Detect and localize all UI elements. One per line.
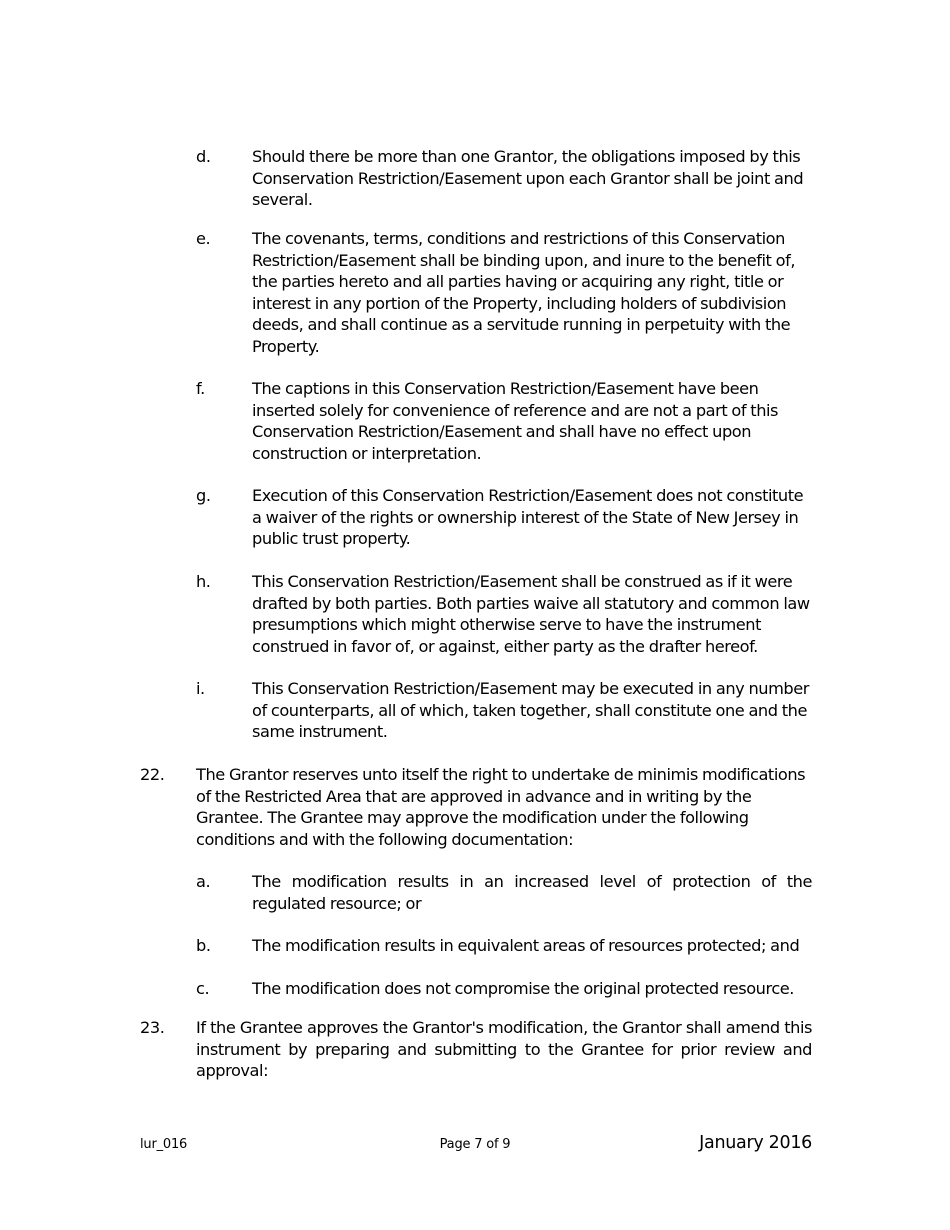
clause-marker: h. — [196, 572, 211, 591]
clause-marker: i. — [196, 679, 205, 698]
footer-form-id: lur_016 — [140, 1137, 188, 1152]
condition-text: The modification does not compromise the original protected resource. — [252, 979, 794, 998]
paragraph-number: 23. — [140, 1018, 165, 1037]
condition-text: The modification results in equivalent areas of resources protected; and — [252, 936, 800, 955]
condition-text: The modification results in an increased level of protection of the regulated resource; or — [252, 872, 812, 913]
footer-date: January 2016 — [699, 1133, 812, 1153]
clause-text: Should there be more than one Grantor, the obligations imposed by this Conservation Restriction/Easement upon each Grantor shall be joint and several. — [252, 147, 804, 209]
clause-text: The covenants, terms, conditions and restrictions of this Conservation Restriction/Easement shall be binding upon, and inure to the benefit of, the parties hereto and all parties having or acquiring any right, title or interest in any portion of the Property, including holders of subdivision deeds, and shall continue as a servitude running in perpetuity with the Property. — [252, 229, 796, 356]
clause-text: This Conservation Restriction/Easement shall be construed as if it were drafted by both parties. Both parties waive all statutory and common law presumptions which might otherwise serve to have the instrument construed in favor of, or against, either party as the drafter hereof. — [252, 572, 810, 656]
paragraph-text: The Grantor reserves unto itself the right to undertake de minimis modifications of the Restricted Area that are approved in advance and in writing by the Grantee. The Grantee may approve the modification under the following conditions and with the following documentation: — [196, 765, 806, 849]
condition-marker: a. — [196, 872, 211, 891]
footer-page-number: Page 7 of 9 — [439, 1137, 511, 1152]
paragraph-text: If the Grantee approves the Grantor's modification, the Grantor shall amend this instrument by preparing and submitting to the Grantee for prior review and approval: — [196, 1018, 812, 1080]
clause-marker: f. — [196, 379, 205, 398]
condition-marker: c. — [196, 979, 210, 998]
clause-marker: d. — [196, 147, 211, 166]
clause-text: This Conservation Restriction/Easement may be executed in any number of counterparts, all of which, taken together, shall constitute one and the same instrument. — [252, 679, 809, 741]
condition-marker: b. — [196, 936, 211, 955]
clause-marker: e. — [196, 229, 211, 248]
clause-text: Execution of this Conservation Restriction/Easement does not constitute a waiver of the rights or ownership interest of the State of New Jersey in public trust property. — [252, 486, 804, 548]
clause-marker: g. — [196, 486, 211, 505]
paragraph-number: 22. — [140, 765, 165, 784]
clause-text: The captions in this Conservation Restriction/Easement have been inserted solely for convenience of reference and are not a part of this Conservation Restriction/Easement and shall have no effect upon construction or interpretation. — [252, 379, 779, 463]
